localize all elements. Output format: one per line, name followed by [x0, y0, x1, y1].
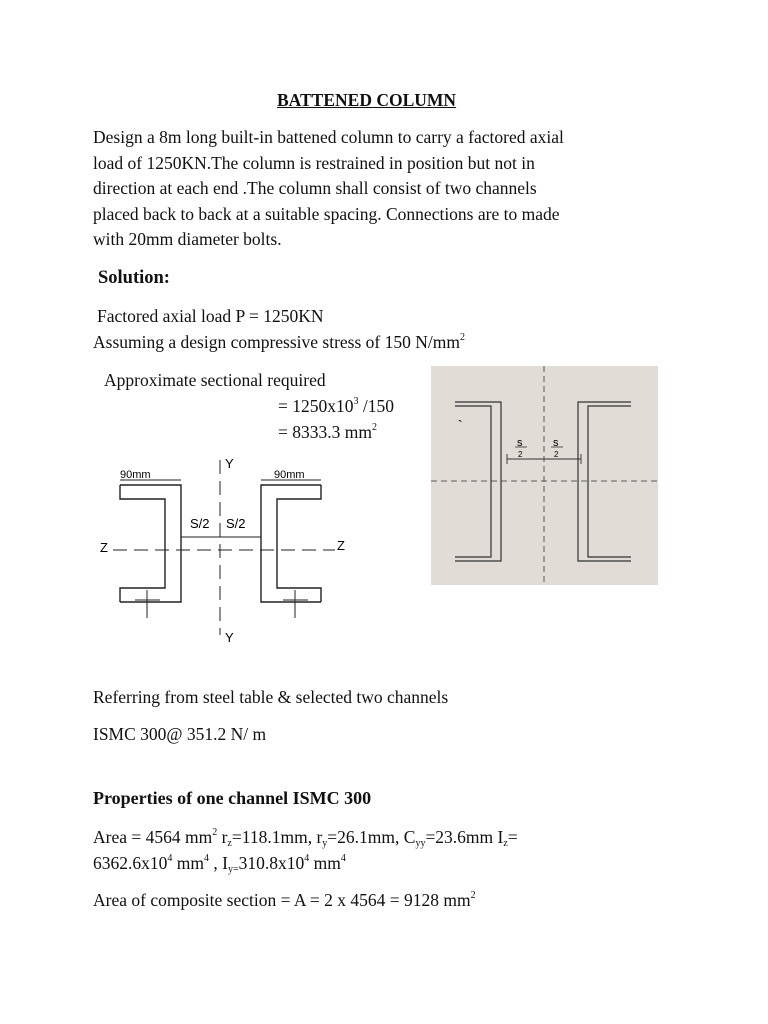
- page-title: BATTENED COLUMN: [277, 90, 457, 110]
- calc-1-b: /150: [358, 396, 394, 416]
- factored-load: Factored axial load P = 1250KN: [97, 306, 324, 326]
- right-channel-flange-top: [277, 485, 321, 602]
- z-axis-label-left: Z: [100, 540, 108, 555]
- prop-iz-unit-exp: 4: [203, 853, 209, 864]
- problem-line-1: Design a 8m long built-in battened column to carry a factored axial: [93, 127, 564, 147]
- calc-2-a: = 8333.3 mm: [278, 422, 372, 442]
- y-axis-label-bottom: Y: [225, 630, 234, 645]
- assumed-stress-text: Assuming a design compressive stress of 150 N/mm: [93, 332, 460, 352]
- referring-text: Referring from steel table & selected two channels: [93, 687, 449, 707]
- assumed-stress: [93, 329, 465, 355]
- problem-line-5: with 20mm diameter bolts.: [93, 229, 282, 249]
- prop-iy-label: , I: [208, 853, 228, 873]
- prop-iy-unit: mm: [309, 853, 341, 873]
- dim-90mm-right: 90mm: [274, 469, 305, 481]
- prop-ry-sub: y: [322, 838, 328, 849]
- prop-ry-value: =26.1mm, C: [327, 827, 416, 847]
- left-channel-outline: [120, 485, 181, 602]
- left-channel-flange-top: [120, 485, 165, 602]
- calc-line-1: [278, 393, 394, 419]
- assumed-stress-sup: 2: [459, 332, 465, 343]
- prop-iz-value: 6362.6x10: [93, 853, 168, 873]
- composite-area-text: Area of composite section = A = 2 x 4564 = 9128 mm: [93, 890, 471, 910]
- sketch-s-left: s: [517, 437, 523, 449]
- properties-line-2: [93, 850, 346, 876]
- calc-line-2: [278, 419, 377, 445]
- prop-rz-label: r: [217, 827, 228, 847]
- prop-iy-unit-exp: 4: [340, 853, 346, 864]
- s-half-left: S/2: [190, 516, 210, 531]
- right-channel-outline: [261, 485, 321, 602]
- composite-area-sup: 2: [470, 890, 476, 901]
- properties-line-1: [93, 824, 518, 850]
- spacing-sketch: [431, 366, 658, 585]
- problem-line-4: placed back to back at a suitable spacing. Connections are to made: [93, 204, 560, 224]
- prop-cyy-value: =23.6mm I: [425, 827, 504, 847]
- problem-line-2: load of 1250KN.The column is restrained in position but not in: [93, 153, 535, 173]
- prop-area-sup: 2: [212, 827, 218, 838]
- prop-rz-sub: z: [227, 838, 232, 849]
- sketch-denom-right: 2: [554, 450, 559, 459]
- composite-area: [93, 887, 476, 913]
- problem-line-3: direction at each end .The column shall consist of two channels: [93, 178, 537, 198]
- sketch-tick-mark: `: [458, 417, 463, 433]
- ismc-selection: ISMC 300@ 351.2 N/ m: [93, 724, 267, 744]
- calc-2-sup: 2: [371, 422, 377, 433]
- approx-section-label: Approximate sectional required: [104, 370, 326, 390]
- solution-heading: Solution:: [98, 268, 170, 288]
- prop-rz-value: =118.1mm, r: [231, 827, 323, 847]
- prop-area: Area = 4564 mm: [93, 827, 213, 847]
- channel-section-diagram: [95, 450, 365, 650]
- properties-heading: Properties of one channel ISMC 300: [93, 788, 372, 808]
- prop-iy-sub: y=: [227, 864, 239, 875]
- prop-iy-value: 310.8x10: [238, 853, 305, 873]
- calc-1-a: = 1250x10: [278, 396, 354, 416]
- prop-iy-exp: 4: [304, 853, 310, 864]
- prop-iz-exp: 4: [167, 853, 173, 864]
- prop-iz-sub: z: [503, 838, 508, 849]
- prop-iz-unit: mm: [172, 853, 204, 873]
- y-axis-label-top: Y: [225, 456, 234, 471]
- dim-90mm-left: 90mm: [120, 469, 151, 481]
- sketch-denom-left: 2: [518, 450, 523, 459]
- sketch-s-right: s: [553, 437, 559, 449]
- prop-iz-eq: =: [507, 827, 518, 847]
- calc-1-sup: 3: [353, 396, 359, 407]
- prop-cyy-sub: yy: [415, 838, 426, 849]
- s-half-right: S/2: [226, 516, 246, 531]
- z-axis-label-right: Z: [337, 538, 345, 553]
